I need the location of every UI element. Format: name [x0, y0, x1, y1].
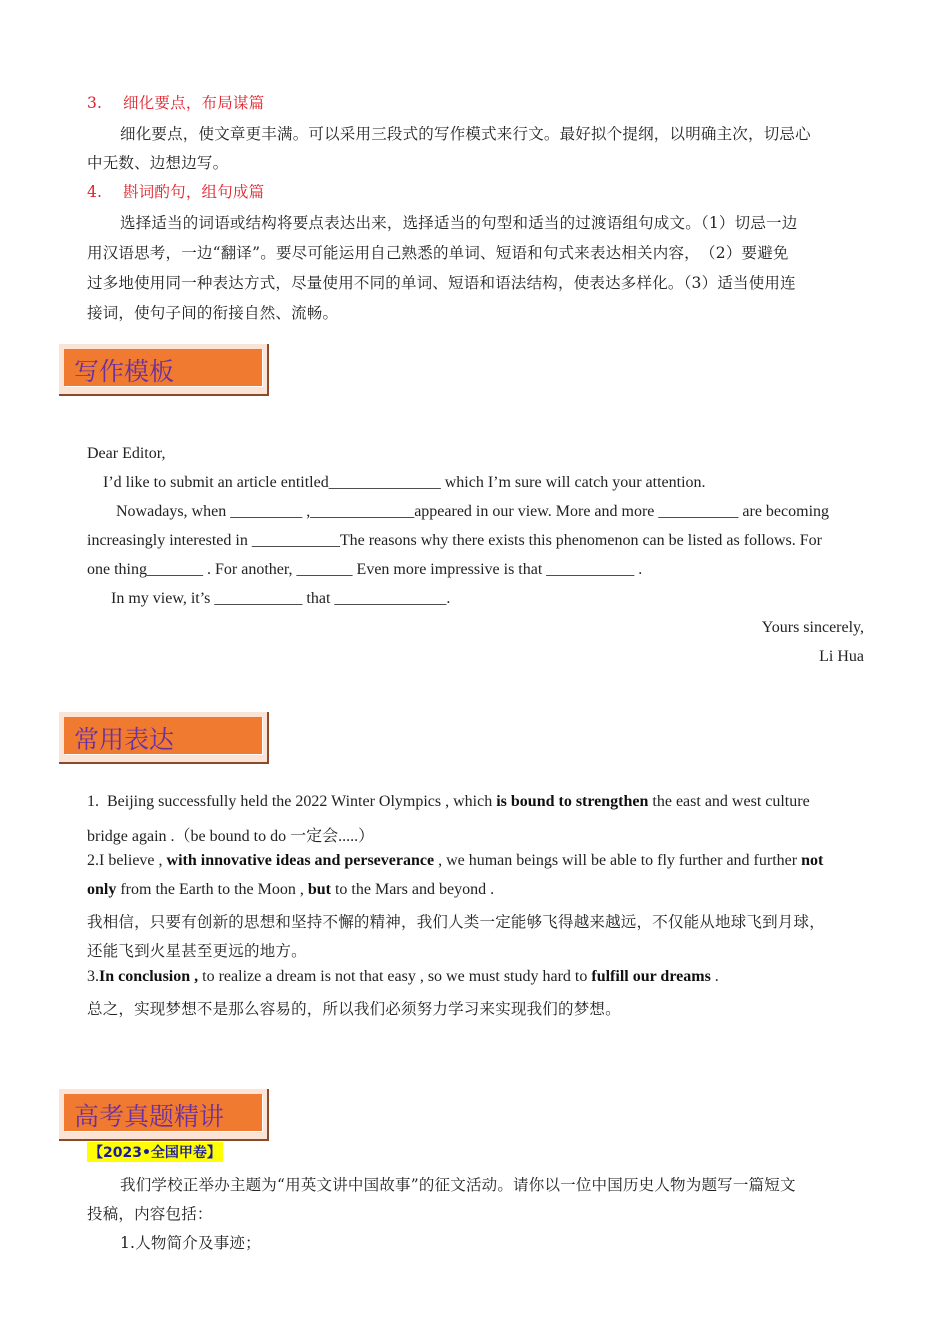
expression-3-translation: 总之，实现梦想不是那么容易的，所以我们必须努力学习来实现我们的梦想。 [87, 1000, 621, 1018]
section-4-paragraph-line-1: 选择适当的词语或结构将要点表达出来，选择适当的句型和适当的过渡语组句成文。（1）切忌一边 [120, 214, 798, 232]
letter-line-4: one thing_______ . For another, _______ Even more impressive is that ___________ . [87, 561, 643, 578]
section-4-paragraph-line-3: 过多地使用同一种表达方式，尽量使用不同的单词、短语和语法结构，使表达多样化。（3）适当使用连 [87, 274, 796, 292]
letter-greeting: Dear Editor, [87, 445, 166, 462]
letter-closing: Yours sincerely, [761, 619, 864, 636]
expression-3-line-1: 3.In conclusion , to realize a dream is not that easy , so we must study hard to fulfill our dreams . [87, 968, 719, 985]
letter-line-3: increasingly interested in ___________The reasons why there exists this phenomenon can be listed as follows. For [87, 532, 822, 549]
writing-template-banner [59, 344, 269, 396]
expression-1-line-2: bridge again .（be bound to do 一定会.....） [87, 828, 375, 845]
exam-explanation-title: 高考真题精讲 [74, 1102, 225, 1131]
expression-2-translation-line-1: 我相信，只要有创新的思想和坚持不懈的精神，我们人类一定能够飞得越来越远，不仅能从地球飞到月球， [87, 913, 825, 931]
common-expressions-title: 常用表达 [74, 725, 175, 754]
section-3-paragraph-line-1: 细化要点，使文章更丰满。可以采用三段式的写作模式来行文。最好拟个提纲，以明确主次，切忌心 [120, 125, 811, 143]
writing-template-title: 写作模板 [74, 357, 175, 386]
expression-1-line-1: 1. Beijing successfully held the 2022 Winter Olympics , which is bound to strengthen the east and west culture [87, 793, 810, 810]
section-4-heading: 4. 斟词酌句，组句成篇 [87, 183, 265, 201]
section-3-paragraph-line-2: 中无数、边想边写。 [87, 154, 229, 172]
exam-source-tag: 【2023•全国甲卷】 [87, 1142, 223, 1162]
exam-explanation-banner [59, 1089, 269, 1141]
exam-requirement-1: 1.人物简介及事迹； [120, 1234, 261, 1252]
section-4-paragraph-line-2: 用汉语思考，一边“翻译”。要尽可能运用自己熟悉的单词、短语和句式来表达相关内容， （2）要避免 [87, 244, 789, 262]
letter-line-1: I’d like to submit an article entitled______________ which I’m sure will catch your attention. [103, 474, 706, 491]
exam-prompt-line-2: 投稿，内容包括： [87, 1205, 213, 1223]
letter-line-5: In my view, it’s ___________ that ______________. [111, 590, 451, 607]
expression-2-translation-line-2: 还能飞到火星甚至更远的地方。 [87, 942, 307, 960]
letter-line-2: Nowadays, when _________ ,_____________appeared in our view. More and more __________ are becoming [116, 503, 830, 520]
expression-2-line-2: only from the Earth to the Moon , but to the Mars and beyond . [87, 881, 495, 898]
section-3-heading: 3. 细化要点，布局谋篇 [87, 94, 265, 112]
section-4-paragraph-line-4: 接词，使句子间的衔接自然、流畅。 [87, 304, 339, 322]
letter-signature: Li Hua [819, 648, 864, 665]
common-expressions-banner [59, 712, 269, 764]
expression-2-line-1: 2.I believe , with innovative ideas and perseverance , we human beings will be able to fly further and further not [87, 852, 824, 869]
exam-prompt-line-1: 我们学校正举办主题为“用英文讲中国故事”的征文活动。请你以一位中国历史人物为题写一篇短文 [120, 1176, 796, 1194]
